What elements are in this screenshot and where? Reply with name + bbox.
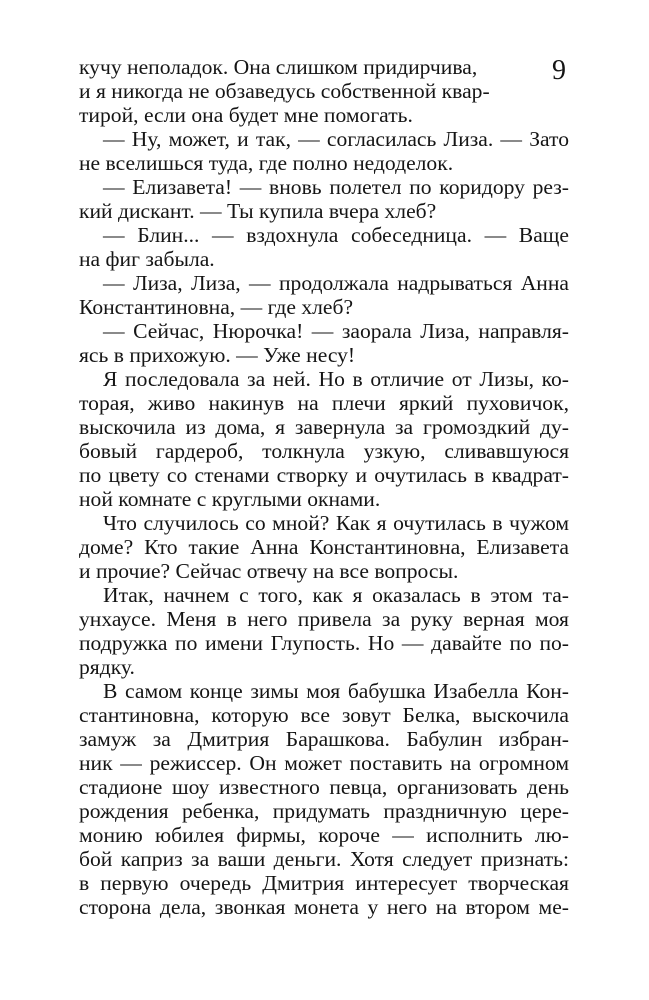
text-line: на фиг забыла. <box>79 247 215 271</box>
text-line: доме? Кто такие Анна Константиновна, Елизавета <box>79 535 569 559</box>
text-line: не вселишься туда, где полно недоделок. <box>79 151 454 175</box>
text-line: в первую очередь Дмитрия интересует творческая <box>79 871 569 895</box>
text-line: Константиновна, — где хлеб? <box>79 295 354 319</box>
text-line: бой каприз за ваши деньги. Хотя следует признать: <box>79 847 569 871</box>
text-line: унхаусе. Меня в него привела за руку верная моя <box>79 607 569 631</box>
text-line: торая, живо накинув на плечи яркий пуховичок, <box>79 391 569 415</box>
text-line: — Ну, может, и так, — согласилась Лиза. — Зато <box>103 127 569 151</box>
text-line: ник — режиссер. Он может поставить на огромном <box>79 751 569 775</box>
text-line: по цвету со стенами створку и очутилась в квадрат- <box>79 463 569 487</box>
text-line: и я никогда не обзаведусь собственной квар- <box>79 79 490 103</box>
text-line: ясь в прихожую. — Уже несу! <box>79 343 356 367</box>
text-line: кучу неполадок. Она слишком придирчива, <box>79 55 478 79</box>
text-line: Итак, начнем с того, как я оказалась в этом та- <box>103 583 569 607</box>
text-line: и прочие? Сейчас отвечу на все вопросы. <box>79 559 459 583</box>
text-line: подружка по имени Глупость. Но — давайте по по- <box>79 631 569 655</box>
text-line: — Блин... — вздохнула собеседница. — Ваще <box>103 223 569 247</box>
text-line: Я последовала за ней. Но в отличие от Лизы, ко- <box>103 367 569 391</box>
text-line: Что случилось со мной? Как я очутилась в чужом <box>103 511 569 535</box>
text-line: — Елизавета! — вновь полетел по коридору рез- <box>103 175 569 199</box>
text-line: ной комнате с круглыми окнами. <box>79 487 381 511</box>
text-line: рождения ребенка, придумать праздничную цере- <box>79 799 569 823</box>
text-line: монию юбилея фирмы, короче — исполнить лю- <box>79 823 569 847</box>
text-line: сторона дела, звонкая монета у него на втором ме- <box>79 895 569 919</box>
text-line: замуж за Дмитрия Барашкова. Бабулин избран- <box>79 727 569 751</box>
text-line: бовый гардероб, толкнула узкую, сливавшуюся <box>79 439 569 463</box>
body-text <box>79 55 569 919</box>
text-line: стадионе шоу известного певца, организовать день <box>79 775 569 799</box>
text-line: — Сейчас, Нюрочка! — заорала Лиза, направля- <box>103 319 569 343</box>
text-line: В самом конце зимы моя бабушка Изабелла Кон- <box>103 679 569 703</box>
text-line: стантиновна, которую все зовут Белка, выскочила <box>79 703 569 727</box>
text-line: — Лиза, Лиза, — продолжала надрываться Анна <box>103 271 569 295</box>
text-line: выскочила из дома, я завернула за громоздкий ду- <box>79 415 569 439</box>
text-line: тирой, если она будет мне помогать. <box>79 103 413 127</box>
page-number: 9 <box>552 55 566 86</box>
text-line: кий дискант. — Ты купила вчера хлеб? <box>79 199 437 223</box>
text-line: рядку. <box>79 655 135 679</box>
